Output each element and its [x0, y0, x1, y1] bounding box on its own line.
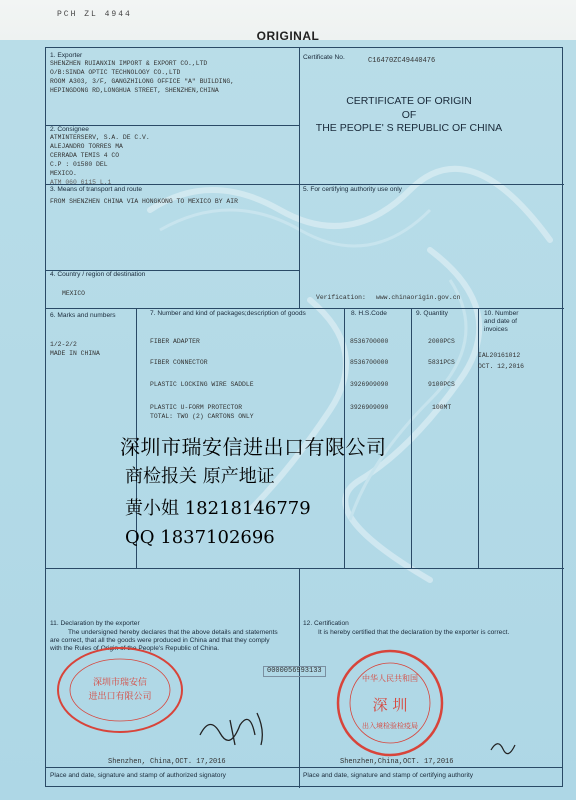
exporter-line-3: ROOM A303, 3/F, GANGZHILONG OFFICE "A" BUILDING, [50, 78, 235, 85]
goods-qty-2: 5831PCS [428, 359, 455, 366]
marks-line-1: 1/2-2/2 [50, 341, 77, 348]
title-line-2: OF [401, 108, 417, 121]
consignee-line-5: MEXICO. [50, 170, 77, 177]
top-reference: PCH ZL 4944 [57, 10, 132, 19]
certifier-signature-label: Place and date, signature and stamp of certifying authority [303, 772, 474, 779]
certification-text: It is hereby certified that the declaration by the exporter is correct. [318, 629, 510, 636]
invoice-number: IAL20161012 [478, 352, 521, 359]
overlay-contact: 黄小姐 18218146779 [125, 498, 311, 519]
certifier-place-date: Shenzhen,China,OCT. 17,2016 [340, 758, 454, 766]
certificate-no-label: Certificate No. [303, 54, 345, 61]
consignee-line-2: ALEJANDRO TORRES MA [50, 143, 123, 150]
marks-line-2: MADE IN CHINA [50, 350, 100, 357]
company-stamp-line-2: 进出口有限公司 [88, 692, 152, 702]
exporter-signature [195, 705, 275, 750]
title-line-1: CERTIFICATE OF ORIGIN [346, 95, 472, 107]
goods-hs-4: 3926909090 [350, 404, 389, 411]
consignee-line-4: C.P : 01580 DEL [50, 161, 108, 168]
exporter-place-date: Shenzhen, China,OCT. 17,2016 [108, 758, 226, 766]
quantity-header: 9. Quantity [416, 310, 448, 317]
declaration-label: 11. Declaration by the exporter [50, 620, 140, 627]
original-heading: ORIGINAL [256, 29, 320, 43]
certificate-title [255, 95, 563, 136]
exporter-signature-label: Place and date, signature and stamp of authorized signatory [50, 772, 226, 779]
certificate-no: C16470ZC49440476 [368, 57, 436, 65]
overlay-qq: QQ 1837102696 [125, 527, 275, 548]
company-stamp [55, 645, 185, 735]
invoice-date: OCT. 12,2016 [478, 363, 525, 370]
goods-qty-1: 2000PCS [428, 338, 455, 345]
declaration-line-1: The undersigned hereby declares that the above details and statements [68, 629, 278, 636]
description-header: 7. Number and kind of packages;description of goods [150, 310, 306, 317]
goods-desc-4: PLASTIC U-FORM PROTECTOR [150, 404, 243, 411]
serial-number: 0000056993133 [263, 666, 326, 677]
verification-url: www.chinaorigin.gov.cn [376, 294, 461, 301]
exporter-label: 1. Exporter [50, 52, 83, 59]
marks-header: 6. Marks and numbers [50, 312, 116, 319]
overlay-services: 商检报关 原产地证 [125, 466, 275, 487]
declaration-line-3: with the Rules of Origin of the People's Republic of China. [50, 645, 220, 652]
goods-desc-2: FIBER CONNECTOR [150, 359, 208, 366]
certifying-authority-label: 5. For certifying authority use only [303, 186, 402, 193]
destination-label: 4. Country / region of destination [50, 271, 146, 278]
destination-country: MEXICO [62, 290, 86, 297]
bureau-stamp-center: 深 圳 [372, 696, 408, 714]
declaration-line-2: are correct, that all the goods were produced in China and that they comply [50, 637, 270, 644]
consignee-label: 2. Consignee [50, 126, 89, 133]
goods-desc-3: PLASTIC LOCKING WIRE SADDLE [150, 381, 254, 388]
consignee-line-3: CERRADA TEMIS 4 CO [50, 152, 120, 159]
transport-label: 3. Means of transport and route [50, 186, 143, 193]
exporter-line-1: SHENZHEN RUIANXIN IMPORT & EXPORT CO.,LTD [50, 60, 208, 67]
company-stamp-line-1: 深圳市瑞安信 [92, 678, 148, 688]
consignee-line-1: ATMINTERSERV, S.A. DE C.V. [50, 134, 150, 141]
exporter-line-4: HEPINGDONG RD,LONGHUA STREET, SHENZHEN,CHINA [50, 87, 219, 94]
goods-qty-4: 100MT [432, 404, 452, 411]
goods-hs-3: 3926909090 [350, 381, 389, 388]
inspection-bureau-stamp [335, 648, 445, 758]
transport-route: FROM SHENZHEN CHINA VIA HONGKONG TO MEXICO BY AIR [50, 198, 238, 205]
consignee-partial: ATM 060 6115 L.1 [50, 179, 112, 186]
goods-desc-1: FIBER ADAPTER [150, 338, 200, 345]
bureau-stamp-bottom: 出入境检验检疫局 [362, 722, 418, 730]
goods-hs-1: 8536700000 [350, 338, 389, 345]
goods-total: TOTAL: TWO (2) CARTONS ONLY [150, 413, 254, 420]
hs-code-header: 8. H.S.Code [351, 310, 387, 317]
certification-label: 12. Certification [303, 620, 349, 627]
overlay-company: 深圳市瑞安信进出口有限公司 [120, 435, 387, 459]
goods-qty-3: 9100PCS [428, 381, 455, 388]
official-signature [488, 735, 518, 760]
title-line-3: THE PEOPLE' S REPUBLIC OF CHINA [315, 122, 503, 134]
goods-hs-2: 8536700000 [350, 359, 389, 366]
exporter-line-2: O/B:SINDA OPTIC TECHNOLOGY CO.,LTD [50, 69, 181, 76]
bureau-stamp-top: 中华人民共和国 [362, 674, 418, 683]
invoice-header: 10. Number and date of invoices [484, 310, 519, 333]
verification-label: Verification: [316, 294, 366, 301]
